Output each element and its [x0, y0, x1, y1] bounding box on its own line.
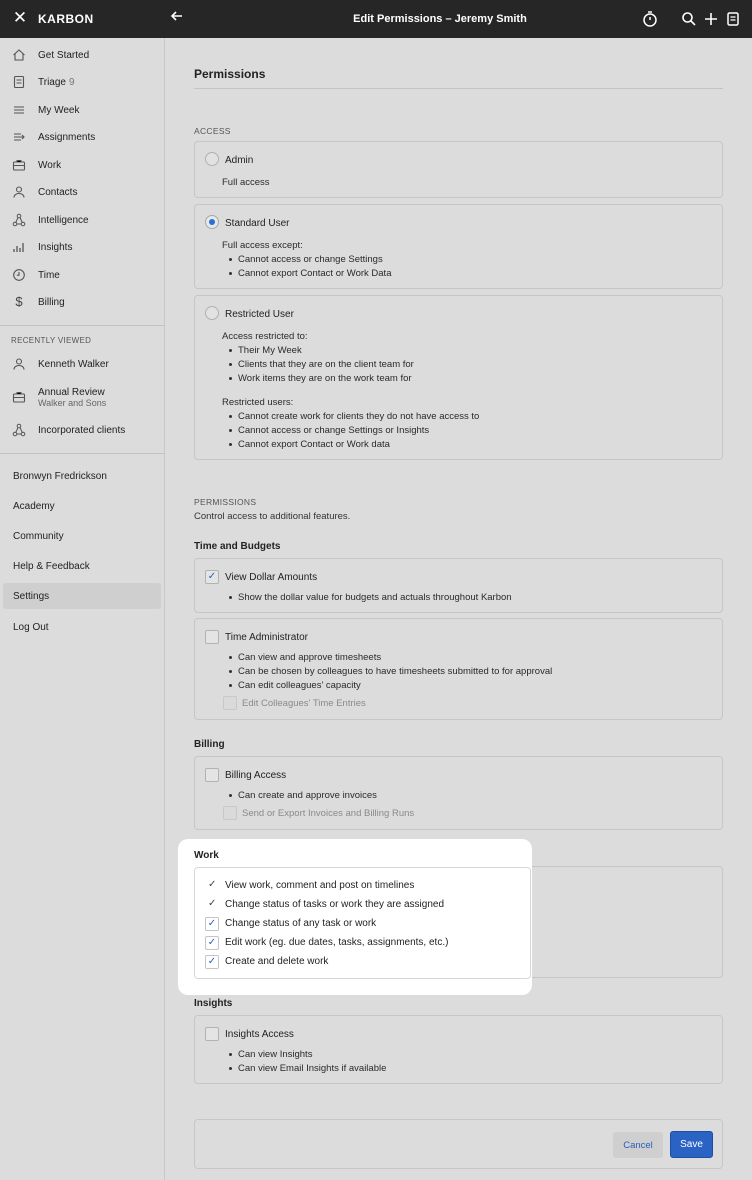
- time-administrator-card: [194, 618, 723, 720]
- work-permissions-card: [194, 867, 531, 979]
- sidebar-item-insights[interactable]: [0, 235, 165, 261]
- work-permission-row: [195, 896, 532, 914]
- insights-access-label: Insights Access: [225, 1029, 294, 1040]
- work-permission-label: Edit work (eg. due dates, tasks, assignments, etc.): [225, 937, 449, 948]
- sidebar-item-my-week[interactable]: [0, 98, 165, 124]
- standard-user-bullet: Cannot export Contact or Work Data: [238, 268, 392, 279]
- sidebar-item-label: Get Started: [38, 50, 90, 61]
- edit-work-checkbox[interactable]: ✓: [205, 936, 219, 950]
- sidebar-item-label: Contacts: [38, 187, 78, 198]
- sidebar-item-work[interactable]: [0, 153, 165, 179]
- top-bar: [0, 0, 752, 38]
- sidebar-divider: [0, 453, 165, 454]
- time-administrator-bullet: Can edit colleagues' capacity: [238, 680, 361, 691]
- billing-access-checkbox[interactable]: [205, 768, 219, 782]
- save-button[interactable]: Save: [670, 1131, 713, 1158]
- briefcase-icon: [12, 158, 26, 172]
- restricted-users-description: Restricted users:: [222, 397, 294, 408]
- insights-title: Insights: [194, 998, 233, 1009]
- cancel-button[interactable]: Cancel: [613, 1132, 663, 1158]
- person-icon: [12, 357, 26, 371]
- sidebar-item-label: Work: [38, 160, 62, 171]
- triage-icon: [12, 75, 26, 89]
- billing-title: Billing: [194, 739, 225, 750]
- sidebar-item-billing[interactable]: [0, 290, 165, 316]
- check-mark-icon: ✓: [208, 879, 217, 890]
- page-title: Permissions: [194, 67, 266, 81]
- main-content: [166, 38, 752, 1180]
- view-dollar-amounts-card: [194, 558, 723, 613]
- help-feedback-label: Help & Feedback: [13, 561, 90, 572]
- view-dollar-amounts-checkbox[interactable]: ✓: [205, 570, 219, 584]
- insights-access-bullet: Can view Email Insights if available: [238, 1063, 387, 1074]
- recently-viewed-label: RECENTLY VIEWED: [11, 336, 92, 345]
- log-out-link[interactable]: [0, 614, 165, 640]
- home-icon: [12, 48, 26, 62]
- work-permission-row[interactable]: [195, 915, 532, 933]
- recent-item-label: Incorporated clients: [38, 425, 126, 436]
- time-administrator-bullet: Can view and approve timesheets: [238, 652, 382, 663]
- user-name: Bronwyn Fredrickson: [13, 471, 107, 482]
- sidebar-item-label: My Week: [38, 105, 80, 116]
- sidebar-item-label: Time: [38, 270, 60, 281]
- sidebar-item-time[interactable]: [0, 263, 165, 289]
- page-header-title: Edit Permissions – Jeremy Smith: [353, 13, 527, 25]
- access-option-admin[interactable]: [194, 141, 723, 198]
- recent-item-label: Annual Review: [38, 387, 105, 398]
- settings-label: Settings: [13, 591, 50, 602]
- briefcase-icon: [12, 390, 26, 404]
- dollar-icon: $: [15, 294, 23, 309]
- list-icon: [12, 103, 26, 117]
- send-export-invoices-label: Send or Export Invoices and Billing Runs: [242, 808, 415, 819]
- sidebar-divider: [0, 325, 165, 326]
- restricted-user-label: Restricted User: [225, 309, 294, 320]
- clock-icon: [12, 268, 26, 282]
- sidebar-item-intelligence[interactable]: [0, 208, 165, 234]
- restricted-user-bullet: Work items they are on the work team for: [238, 373, 412, 384]
- academy-label: Academy: [13, 501, 55, 512]
- restricted-user-radio[interactable]: [205, 306, 219, 320]
- billing-access-card: [194, 756, 723, 830]
- sidebar-item-contacts[interactable]: [0, 180, 165, 206]
- work-permission-label: Change status of tasks or work they are assigned: [225, 899, 445, 910]
- help-feedback-link[interactable]: [0, 553, 165, 579]
- sidebar-item-label: Assignments: [38, 132, 96, 143]
- edit-time-entries-checkbox[interactable]: [223, 696, 237, 710]
- standard-user-radio[interactable]: [205, 215, 219, 229]
- work-permission-label: Create and delete work: [225, 956, 329, 967]
- log-out-label: Log Out: [13, 622, 49, 633]
- sidebar-item-label: Billing: [38, 297, 65, 308]
- admin-radio[interactable]: [205, 152, 219, 166]
- notes-icon[interactable]: [724, 10, 742, 28]
- work-permission-row[interactable]: [195, 953, 532, 971]
- access-option-restricted-user[interactable]: [194, 295, 723, 460]
- triage-count: 9: [68, 77, 75, 88]
- close-icon[interactable]: ✕: [12, 8, 28, 27]
- timer-icon[interactable]: [641, 10, 659, 28]
- time-administrator-label: Time Administrator: [225, 632, 308, 643]
- title-divider: [194, 88, 723, 89]
- community-label: Community: [13, 531, 64, 542]
- restricted-user-bullet: Cannot access or change Settings or Insights: [238, 425, 430, 436]
- edit-time-entries-label: Edit Colleagues' Time Entries: [242, 698, 366, 709]
- view-dollar-amounts-label: View Dollar Amounts: [225, 572, 318, 583]
- restricted-user-description: Access restricted to:: [222, 331, 308, 342]
- brand-logo: KARBON: [38, 12, 94, 26]
- sidebar-item-label: Triage 9: [38, 77, 75, 88]
- admin-label: Admin: [225, 155, 254, 166]
- check-mark-icon: ✓: [208, 898, 217, 909]
- create-delete-work-checkbox[interactable]: ✓: [205, 955, 219, 969]
- sidebar: [0, 38, 165, 1180]
- bar-chart-icon: [12, 240, 26, 254]
- sidebar-item-label: Insights: [38, 242, 73, 253]
- recent-item-kenneth-walker[interactable]: [0, 352, 165, 378]
- settings-link[interactable]: [3, 583, 161, 609]
- search-icon[interactable]: [680, 10, 698, 28]
- sidebar-item-assignments[interactable]: [0, 125, 165, 151]
- time-administrator-checkbox[interactable]: [205, 630, 219, 644]
- insights-access-card: [194, 1015, 723, 1084]
- sidebar-item-get-started[interactable]: [0, 43, 165, 69]
- person-icon: [12, 185, 26, 199]
- billing-access-label: Billing Access: [225, 770, 287, 781]
- recent-item-label: Kenneth Walker: [38, 359, 109, 370]
- work-title: Work: [194, 850, 219, 861]
- restricted-user-bullet: Cannot create work for clients they do not have access to: [238, 411, 480, 422]
- work-permission-label: View work, comment and post on timelines: [225, 880, 415, 891]
- restricted-user-bullet: Clients that they are on the client team for: [238, 359, 414, 370]
- change-status-any-checkbox[interactable]: ✓: [205, 917, 219, 931]
- restricted-user-bullet: Cannot export Contact or Work data: [238, 439, 390, 450]
- assignments-icon: [12, 130, 26, 144]
- time-administrator-bullet: Can be chosen by colleagues to have timesheets submitted to for approval: [238, 666, 553, 677]
- community-link[interactable]: [0, 523, 165, 549]
- permissions-section-label: PERMISSIONS: [194, 497, 257, 507]
- work-permission-row[interactable]: [195, 934, 532, 952]
- admin-description: Full access: [222, 177, 270, 188]
- sidebar-item-triage[interactable]: [0, 70, 165, 96]
- back-arrow-icon[interactable]: [168, 9, 186, 27]
- standard-user-description: Full access except:: [222, 240, 303, 251]
- permissions-hint: Control access to additional features.: [194, 511, 351, 522]
- access-section-label: ACCESS: [194, 126, 231, 136]
- work-permission-row: [195, 877, 532, 895]
- billing-access-bullet: Can create and approve invoices: [238, 790, 377, 801]
- standard-user-label: Standard User: [225, 218, 290, 229]
- recent-item-annual-review[interactable]: [0, 380, 165, 414]
- work-permissions-highlight: [178, 839, 532, 995]
- network-icon: [12, 423, 26, 437]
- access-option-standard-user[interactable]: [194, 204, 723, 289]
- send-export-invoices-checkbox[interactable]: [223, 806, 237, 820]
- academy-link[interactable]: [0, 493, 165, 519]
- insights-access-bullet: Can view Insights: [238, 1049, 313, 1060]
- network-icon: [12, 213, 26, 227]
- work-card-background: [532, 866, 723, 978]
- insights-access-checkbox[interactable]: [205, 1027, 219, 1041]
- recent-item-incorporated-clients[interactable]: [0, 418, 165, 444]
- standard-user-bullet: Cannot access or change Settings: [238, 254, 383, 265]
- time-budgets-title: Time and Budgets: [194, 541, 281, 552]
- sidebar-item-label: Intelligence: [38, 215, 89, 226]
- add-icon[interactable]: [702, 10, 720, 28]
- recent-item-sublabel: Walker and Sons: [38, 398, 107, 408]
- view-dollar-amounts-bullet: Show the dollar value for budgets and actuals throughout Karbon: [238, 592, 512, 603]
- user-profile-link[interactable]: [0, 463, 165, 489]
- work-permission-label: Change status of any task or work: [225, 918, 377, 929]
- restricted-user-bullet: Their My Week: [238, 345, 302, 356]
- form-actions-bar: [194, 1119, 723, 1169]
